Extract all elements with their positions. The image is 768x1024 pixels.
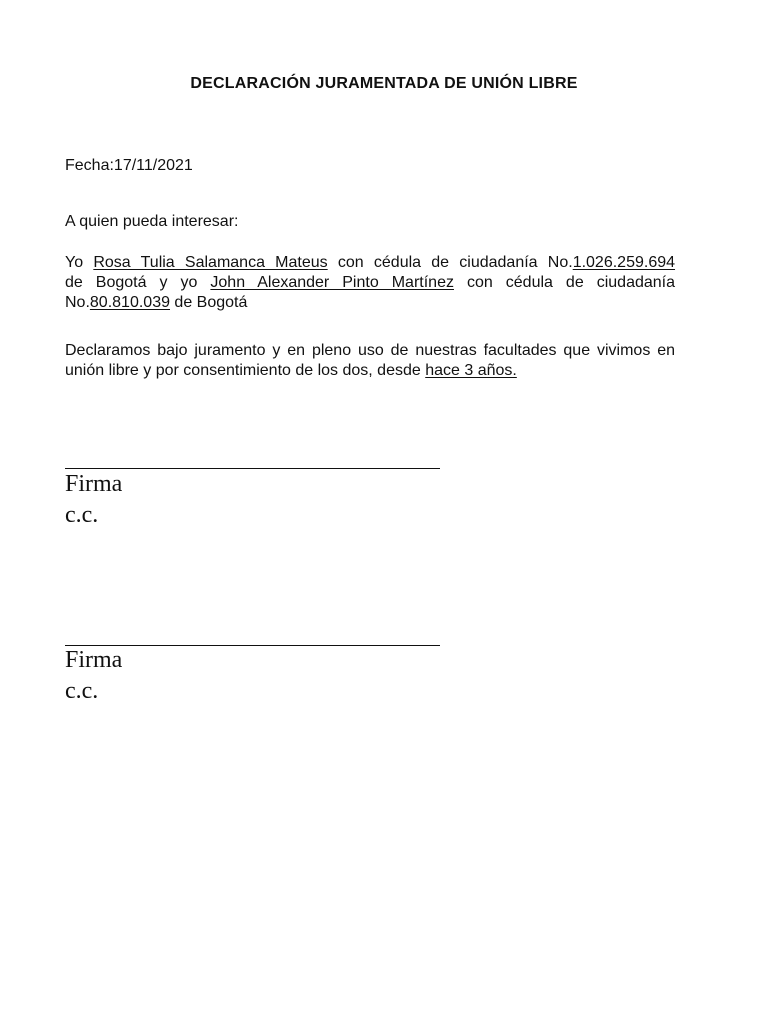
- date-line: Fecha:17/11/2021: [65, 157, 193, 174]
- cohabitation-duration: hace 3 años.: [425, 362, 517, 379]
- declaration-line-2: [65, 361, 675, 381]
- document-title: DECLARACIÓN JURAMENTADA DE UNIÓN LIBRE: [190, 75, 578, 92]
- greeting: A quien pueda interesar:: [65, 213, 239, 230]
- signature-cc-2: c.c.: [65, 678, 99, 704]
- identity-line-2: [65, 273, 675, 293]
- person-1-name: Rosa Tulia Salamanca Mateus: [93, 254, 328, 271]
- identity-statement: [65, 253, 675, 313]
- person-2-id: 80.810.039: [89, 294, 170, 311]
- yo-text: Yo: [65, 254, 94, 271]
- cc-text-2: con cédula de ciudadanía: [453, 274, 676, 291]
- city-text-2: de Bogotá: [169, 294, 248, 311]
- signature-label-2: Firma: [65, 647, 123, 673]
- city-text-1: de Bogotá y yo: [65, 274, 211, 291]
- declaration-text: unión libre y por consentimiento de los dos, desde: [65, 362, 426, 379]
- identity-line-3: [65, 293, 675, 313]
- signature-cc-1: c.c.: [65, 502, 99, 528]
- declaration-paragraph: [65, 341, 675, 381]
- no-text-2: No.: [65, 294, 90, 311]
- person-1-id: 1.026.259.694: [572, 254, 676, 271]
- declaration-line-1: Declaramos bajo juramento y en pleno uso de nuestras facultades que vivimos en: [65, 342, 675, 359]
- person-2-name: John Alexander Pinto Martínez: [210, 274, 454, 291]
- cc-text-1: con cédula de ciudadanía No.: [327, 254, 573, 271]
- signature-label-1: Firma: [65, 471, 123, 497]
- identity-line-1: [65, 253, 675, 273]
